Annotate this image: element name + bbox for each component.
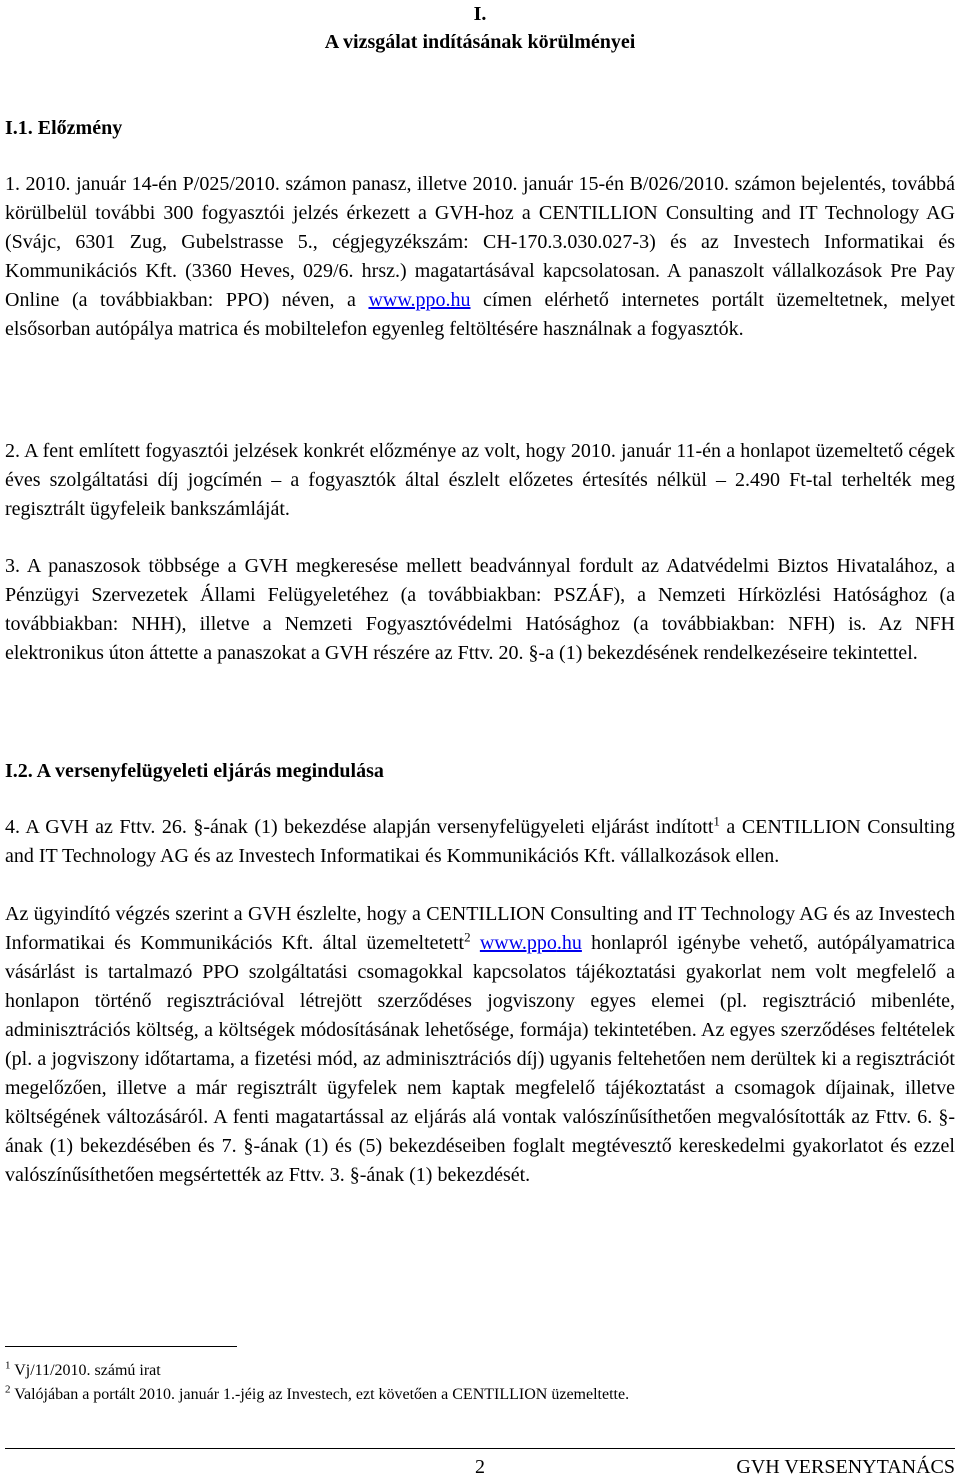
chapter-title: A vizsgálat indításának körülményei [324,31,636,53]
footnote-ref-1[interactable]: 1 [713,813,720,829]
footnote-2 [5,1384,629,1406]
footnote-2-number: 2 [5,1383,11,1396]
paragraph-3: 3. A panaszosok többsége a GVH megkeresése mellett beadvánnyal fordult az Adatvédelmi Biztos Hivatalához, a Pénzügyi Szervezetek Állami Felügyeletéhez (a továbbiakban: PSZÁF), a Nemzeti Hírközlési Hatósághoz (a továbbiakban: NHH), illetve a Nemzeti Fogyasztóvédelmi Hatósághoz (a továbbiakban: NFH) is. Az NFH elektronikus úton áttette a panaszokat a GVH részére az Fttv. 20. §-a (1) bekezdésének rendelkezéseire tekintettel. [5,555,955,664]
paragraph-4 [5,813,955,871]
paragraph-1 [5,170,955,344]
paragraph-2: 2. A fent említett fogyasztói jelzések konkrét előzménye az volt, hogy 2010. január 11-én a honlapot üzemeltető cégek éves szolgáltatási díj jogcímén – a fogyasztók által észlelt előzetes értesítés nélkül – 2.490 Ft-tal terhelték meg regisztrált ügyfeleik bankszámláját. [5,440,955,520]
footnote-ref-2[interactable]: 2 [464,929,471,945]
section-heading-1: I.1. Előzmény [5,117,123,139]
paragraph-5 [5,900,955,1190]
chapter-number: I. [473,3,487,25]
page-number: 2 [475,1456,485,1478]
paragraph-1-text-a: 1. 2010. január 14-én P/025/2010. számon panasz, illetve 2010. január 15-én B/026/2010. számon bejelentés, továbbá körülbelül további 300 fogyasztói jelzés érkezett a GVH-hoz a CENTILLION Consulting and IT Technology AG (Svájc, 6301 Zug, Gubelstrasse 5., cégjegyzékszám: CH-170.3.030.027-3) és az Investech Informatikai és Kommunikációs Kft. (3360 Heves, 029/6. hrsz.) magatartásával kapcsolatosan. A panaszolt vállalkozások Pre Pay Online (a továbbiakban: PPO) néven, a [5,173,955,311]
ppo-link-1b[interactable]: .hu [445,289,471,311]
paragraph-1-text-b: címen elérhető internetes portált üzemeltetnek, melyet elsősorban autópálya matrica és mobiltelefon egyenleg feltöltésére használnak a fogyasztók. [5,289,955,340]
footnote-separator [5,1346,237,1347]
paragraph-4-text-a: 4. A GVH az Fttv. 26. §-ának (1) bekezdése alapján versenyfelügyeleti eljárást indított [5,816,714,838]
footer-organization: GVH VERSENYTANÁCS [736,1456,955,1478]
paragraph-5-text-a: Az ügyindító végzés szerint a GVH észlelte, hogy a CENTILLION Consulting and IT Technology AG és az Investech Informatikai és Kommunikációs Kft. által üzemeltetett [5,903,955,954]
footer-divider [5,1448,955,1449]
footnote-2-text: Valójában a portált 2010. január 1.-jéig az Investech, ezt követően a CENTILLION üzemeltette. [10,1386,630,1403]
paragraph-4-text-b: a CENTILLION Consulting and IT Technology AG és az Investech Informatikai és Kommunikációs Kft. vállalkozások ellen. [5,816,955,867]
section-heading-2: I.2. A versenyfelügyeleti eljárás megindulása [5,760,384,782]
ppo-link-2b[interactable]: .hu [556,932,582,954]
ppo-link-1a[interactable]: www.ppo [368,289,446,311]
footnote-1-number: 1 [5,1359,11,1372]
footnote-1 [5,1360,161,1382]
ppo-link-2a[interactable]: www.ppo [479,932,557,954]
paragraph-5-text-b: honlapról igénybe vehető, autópályamatrica vásárlást is tartalmazó PPO szolgáltatási csomagokkal kapcsolatos tájékoztatási gyakorlat nem volt megfelelő a honlapon történő regisztrációval létrejött szerződéses jogviszony egyes elemei (pl. regisztráció mibenléte, adminisztrációs költség, a költségek módosításának lehetősége, formája) tekintetében. Az egyes szerződéses feltételek (pl. a jogviszony időtartama, a fizetési mód, az adminisztrációs díj) ugyanis feltehetően nem derültek ki a regisztrációt megelőzően, illetve a már regisztrált ügyfelek nem kaptak megfelelő tájékoztatást a csomagok díjainak, illetve költségének változásáról. A fenti magatartással az eljárás alá vontak valószínűsíthetően megvalósították az Fttv. 6. §-ának (1) bekezdésében és 7. §-ának (1) és (5) bekezdéseiben foglalt megtévesztő kereskedelmi gyakorlatot és ezzel valószínűsíthetően megsértették az Fttv. 3. §-ának (1) bekezdését. [5,932,956,1186]
footnote-1-text: Vj/11/2010. számú irat [10,1362,161,1379]
